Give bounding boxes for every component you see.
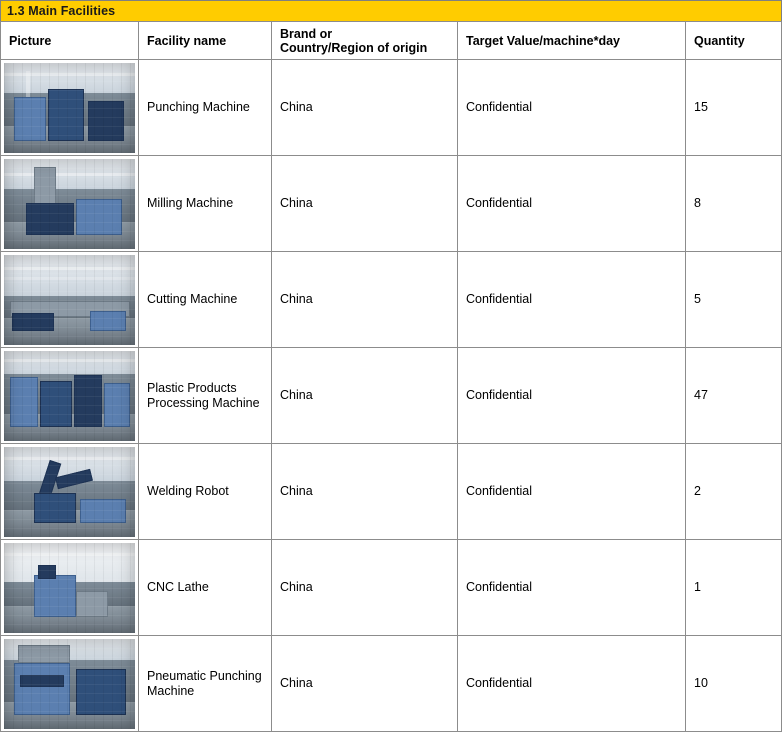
main-facilities-table	[0, 21, 782, 732]
facility-picture-cell	[1, 636, 139, 732]
facility-quantity-cell: 15	[686, 60, 782, 156]
table-row	[1, 156, 782, 252]
table-row	[1, 348, 782, 444]
column-header-origin	[272, 22, 458, 60]
facility-quantity-cell: 2	[686, 444, 782, 540]
table-row	[1, 252, 782, 348]
facility-origin-cell: China	[272, 636, 458, 732]
facility-picture-cell	[1, 348, 139, 444]
facility-name-cell: Welding Robot	[139, 444, 272, 540]
facility-origin-cell: China	[272, 540, 458, 636]
facility-picture-cell	[1, 60, 139, 156]
facility-quantity-cell: 8	[686, 156, 782, 252]
plastic-products-processing-machine-photo	[4, 351, 135, 441]
punching-machine-photo	[4, 63, 135, 153]
facility-name-cell: Pneumatic Punching Machine	[139, 636, 272, 732]
facility-target-value-cell: Confidential	[458, 348, 686, 444]
cnc-lathe-photo	[4, 543, 135, 633]
facility-target-value-cell: Confidential	[458, 540, 686, 636]
column-header-origin-line2: Country/Region of origin	[280, 40, 428, 55]
column-header-quantity: Quantity	[686, 22, 782, 60]
facility-origin-cell: China	[272, 348, 458, 444]
facility-origin-cell: China	[272, 60, 458, 156]
facility-quantity-cell: 10	[686, 636, 782, 732]
page-title: 1.3 Main Facilities	[7, 4, 116, 18]
column-header-origin-line1: Brand or	[280, 26, 333, 41]
column-header-target-value: Target Value/machine*day	[458, 22, 686, 60]
table-row	[1, 60, 782, 156]
table-row	[1, 540, 782, 636]
milling-machine-photo	[4, 159, 135, 249]
facility-name-cell: Milling Machine	[139, 156, 272, 252]
welding-robot-photo	[4, 447, 135, 537]
facility-target-value-cell: Confidential	[458, 156, 686, 252]
facility-origin-cell: China	[272, 252, 458, 348]
facility-picture-cell	[1, 252, 139, 348]
facility-target-value-cell: Confidential	[458, 444, 686, 540]
facility-name-cell: Punching Machine	[139, 60, 272, 156]
pneumatic-punching-machine-photo	[4, 639, 135, 729]
table-row	[1, 636, 782, 732]
facility-origin-cell: China	[272, 156, 458, 252]
facility-target-value-cell: Confidential	[458, 252, 686, 348]
facility-origin-cell: China	[272, 444, 458, 540]
facility-quantity-cell: 5	[686, 252, 782, 348]
facility-picture-cell	[1, 156, 139, 252]
facility-quantity-cell: 1	[686, 540, 782, 636]
facility-name-cell: CNC Lathe	[139, 540, 272, 636]
table-row	[1, 444, 782, 540]
facility-quantity-cell: 47	[686, 348, 782, 444]
column-header-facility-name: Facility name	[139, 22, 272, 60]
facility-name-cell: Cutting Machine	[139, 252, 272, 348]
cutting-machine-photo	[4, 255, 135, 345]
table-header-row	[1, 22, 782, 60]
facility-picture-cell	[1, 444, 139, 540]
facility-target-value-cell: Confidential	[458, 636, 686, 732]
column-header-picture: Picture	[1, 22, 139, 60]
facility-target-value-cell: Confidential	[458, 60, 686, 156]
facility-name-cell: Plastic Products Processing Machine	[139, 348, 272, 444]
section-heading-bar	[0, 0, 782, 21]
facility-picture-cell	[1, 540, 139, 636]
